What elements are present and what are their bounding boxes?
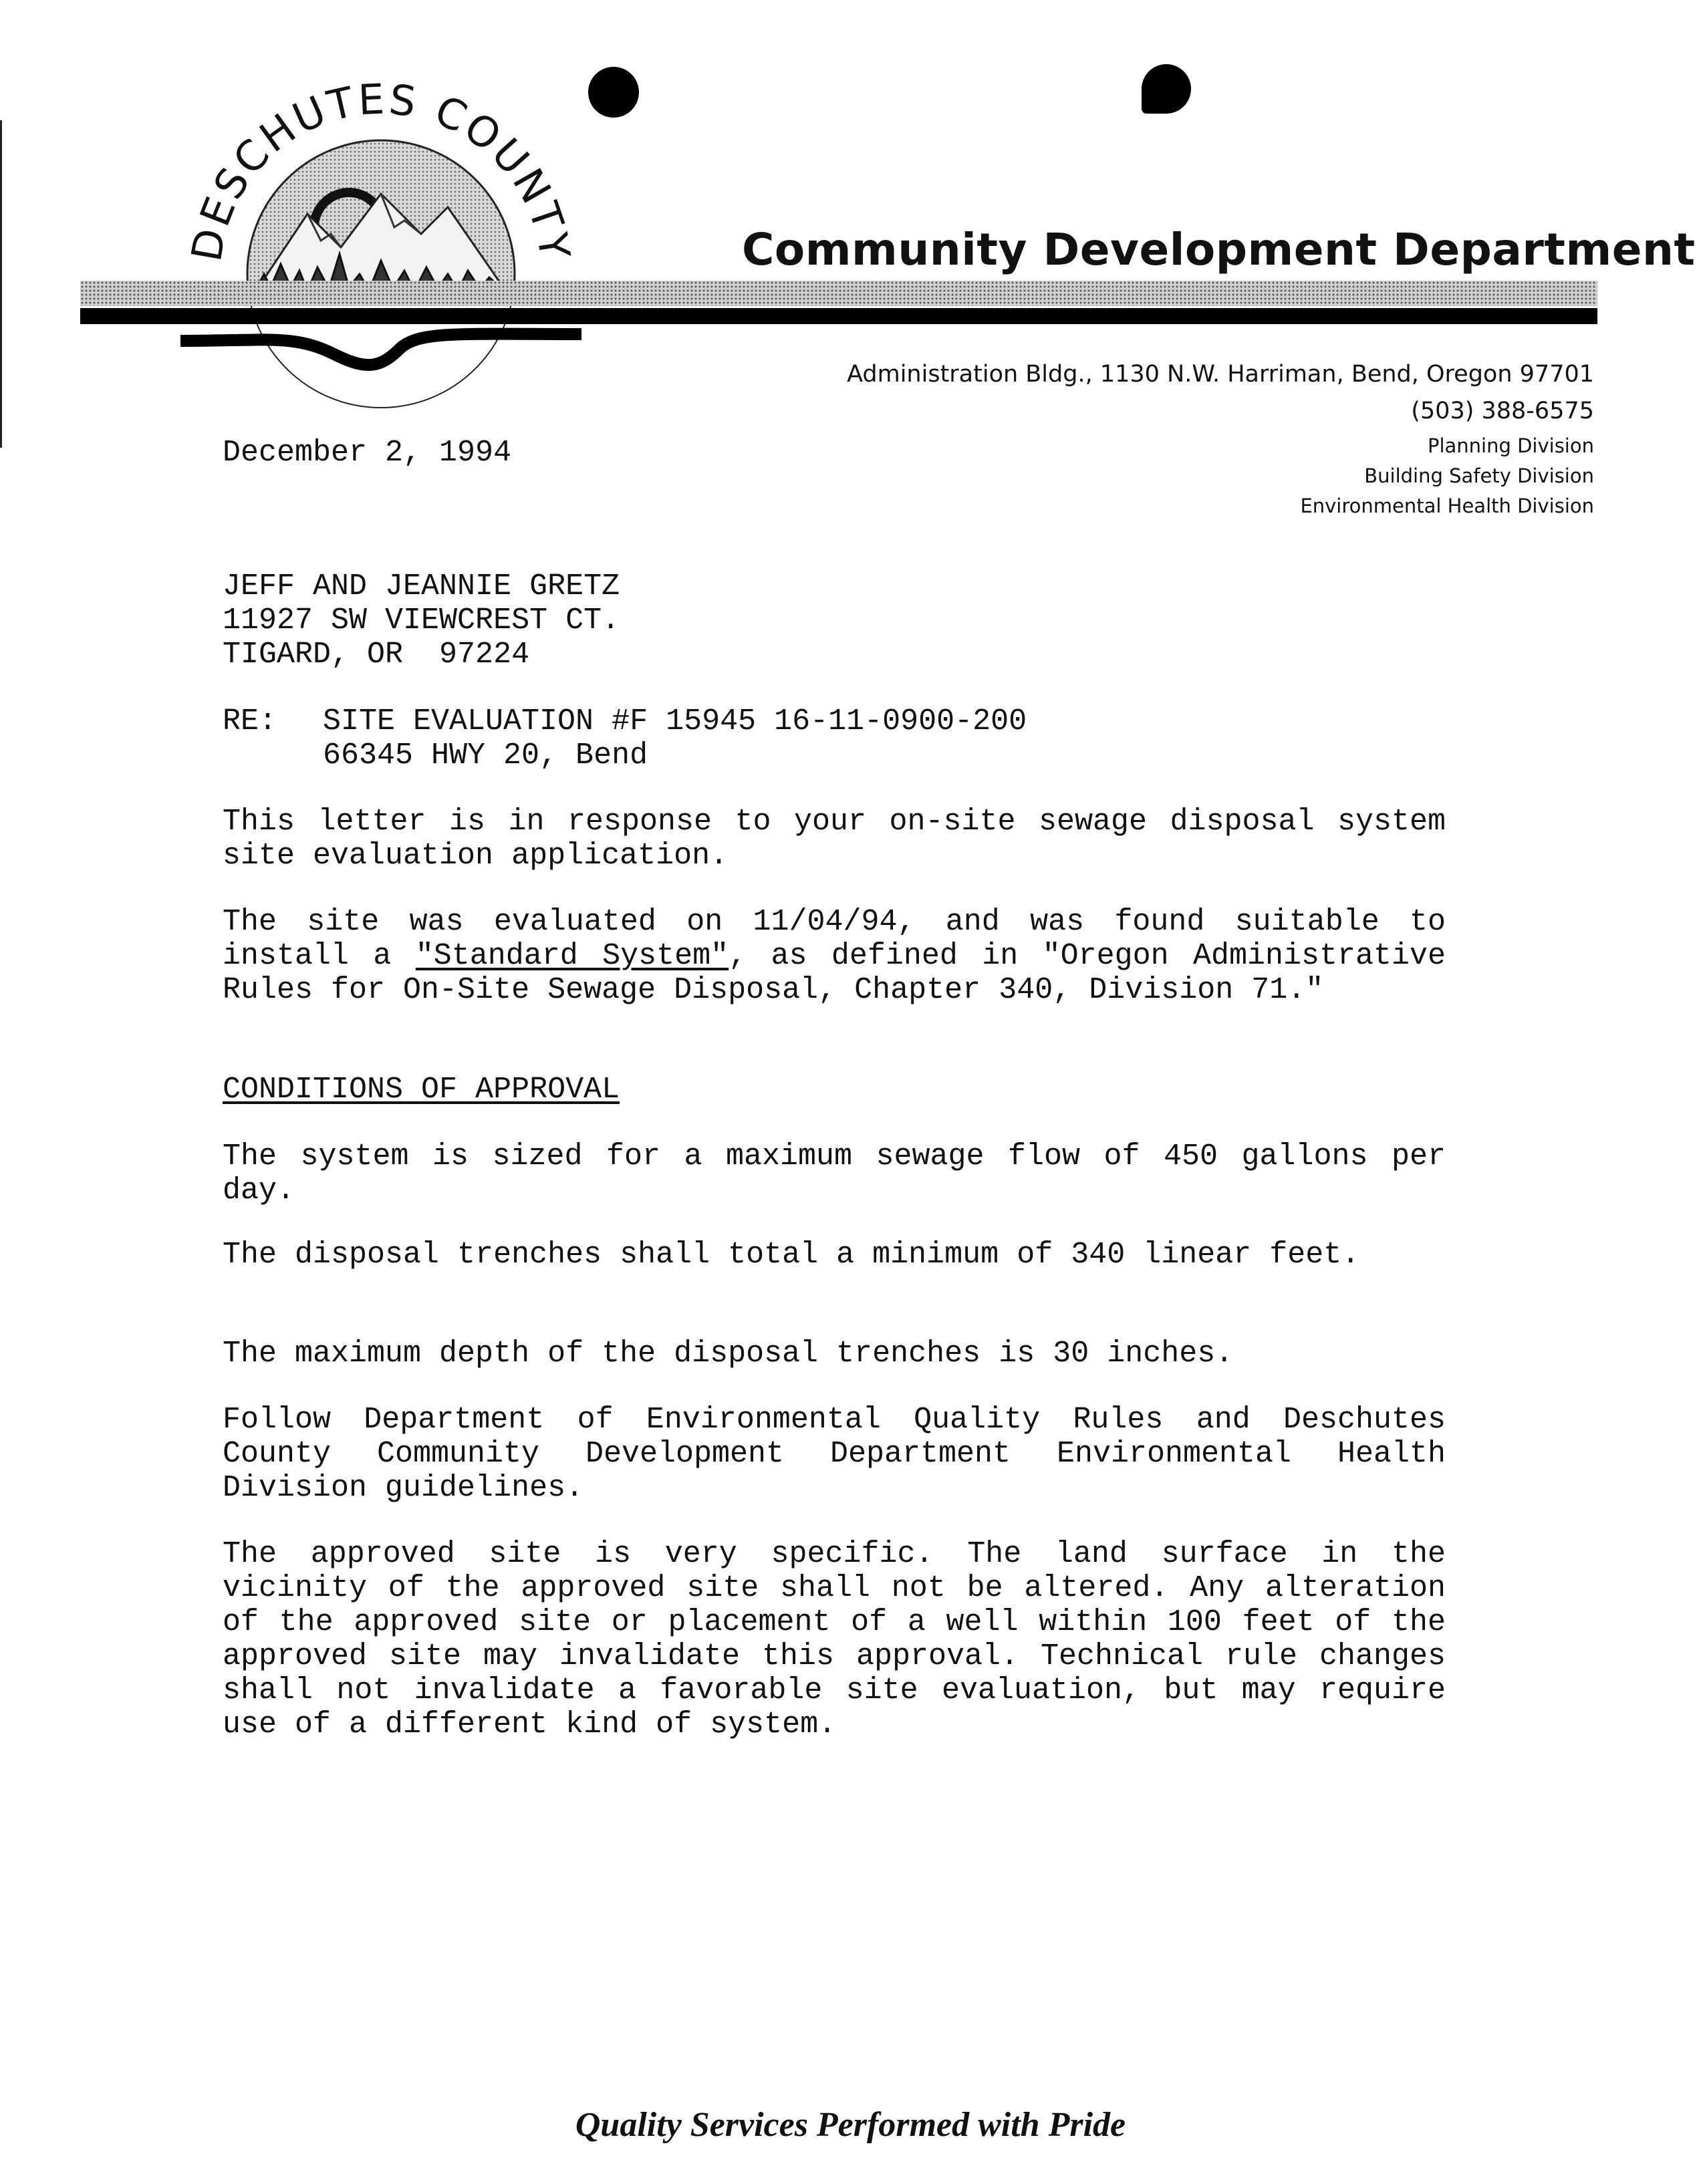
conditions-heading: CONDITIONS OF APPROVAL xyxy=(223,1073,620,1107)
condition-trench-length: The disposal trenches shall total a minimum of 340 linear feet. xyxy=(223,1238,1360,1272)
re-label: RE: xyxy=(223,704,277,738)
re-line-address: 66345 HWY 20, Bend xyxy=(323,738,648,773)
header-band-dotted xyxy=(80,281,1597,306)
condition-flow: The system is sized for a maximum sewage flow of 450 gallons per day. xyxy=(223,1139,1446,1208)
punch-hole-left xyxy=(588,67,639,118)
evaluation-text-pre: The site was evaluated on 11/04/94, and was found suitable to install a xyxy=(223,905,1446,973)
punch-hole-right xyxy=(1142,64,1191,114)
recipient-name: JEFF AND JEANNIE GRETZ xyxy=(223,569,620,603)
department-title: Community Development Department xyxy=(742,224,1696,275)
re-line-evaluation: SITE EVALUATION #F 15945 16-11-0900-200 xyxy=(323,704,1027,738)
header-band-black xyxy=(80,308,1597,324)
condition-trench-depth: The maximum depth of the disposal trenches is 30 inches. xyxy=(223,1337,1234,1371)
evaluation-paragraph xyxy=(223,905,1446,1007)
recipient-street: 11927 SW VIEWCREST CT. xyxy=(223,603,620,638)
evaluation-text-post: , as defined in "Oregon Administrative Rules for On-Site Sewage Disposal, Chapter 340, Division 71." xyxy=(223,939,1446,1007)
division-environmental-health: Environmental Health Division xyxy=(1300,495,1594,517)
division-building-safety: Building Safety Division xyxy=(1364,464,1594,487)
deschutes-county-logo xyxy=(180,74,581,421)
letter-date: December 2, 1994 xyxy=(223,436,512,470)
intro-paragraph: This letter is in response to your on-site sewage disposal system site evaluation application. xyxy=(223,805,1446,873)
recipient-city: TIGARD, OR 97224 xyxy=(223,638,530,672)
department-phone: (503) 388-6575 xyxy=(1411,398,1594,424)
division-planning: Planning Division xyxy=(1427,434,1594,457)
condition-guidelines: Follow Department of Environmental Quality Rules and Deschutes County Community Development Department Environmental Health Division guidelines. xyxy=(223,1403,1446,1505)
department-address: Administration Bldg., 1130 N.W. Harriman, Bend, Oregon 97701 xyxy=(847,361,1594,388)
scan-edge xyxy=(0,120,2,448)
standard-system-term: "Standard System" xyxy=(415,939,729,973)
logo-arc-text: DESCHUTES COUNTY xyxy=(182,74,580,265)
footer-slogan: Quality Services Performed with Pride xyxy=(575,2106,1126,2144)
condition-site-specific: The approved site is very specific. The land surface in the vicinity of the approved site shall not be altered. Any alteration of the approved site or placement of a well within 100 feet of the approved site may invalidate this approval. Technical rule changes shall not invalidate a favorable site evaluation, but may require use of a different kind of system. xyxy=(223,1537,1446,1742)
